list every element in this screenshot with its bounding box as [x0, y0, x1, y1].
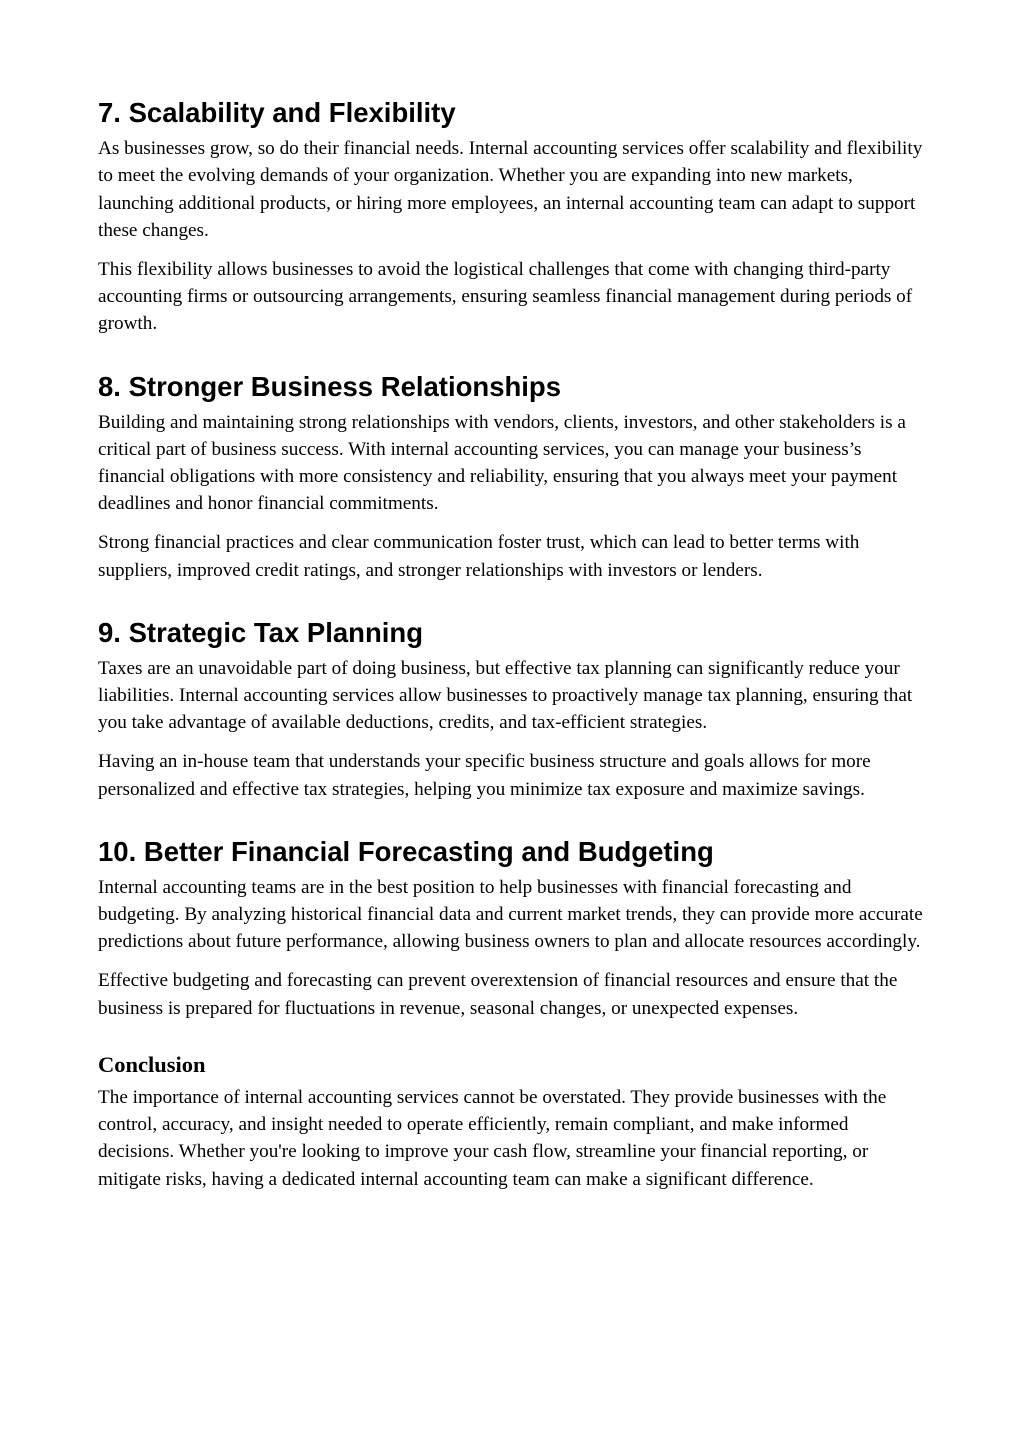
paragraph: The importance of internal accounting services cannot be overstated. They provide businesses with the control, accuracy, and insight needed to operate efficiently, remain compliant, and make informed decisions. Whether you're looking to improve your cash flow, streamline your financial reporting, or mitigate risks, having a dedicated internal accounting team can make a significant difference.: [98, 1086, 887, 1190]
paragraph: Building and maintaining strong relationships with vendors, clients, investors, and other stakeholders is a critical part of business success. With internal accounting services, you can manage your business’s financial obligations with more consistency and reliability, ensuring that you always meet your payment deadlines and honor financial commitments.: [98, 411, 906, 515]
paragraph: This flexibility allows businesses to avoid the logistical challenges that come with changing third-party accounting firms or outsourcing arrangements, ensuring seamless financial management during periods of growth.: [98, 258, 913, 335]
paragraph: As businesses grow, so do their financial needs. Internal accounting services offer scalability and flexibility to meet the evolving demands of your organization. Whether you are expanding into new markets, launching additional products, or hiring more employees, an internal accounting team can adapt to support these changes.: [98, 138, 923, 241]
section-tax-planning: [98, 614, 924, 803]
paragraph: Strong financial practices and clear communication foster trust, which can lead to better terms with suppliers, improved credit ratings, and stronger relationships with investors or lenders.: [98, 532, 860, 581]
section-heading: 9. Strategic Tax Planning: [98, 616, 423, 648]
conclusion-heading: Conclusion: [98, 1051, 206, 1077]
document-page: [98, 94, 924, 1205]
section-conclusion: [98, 1050, 924, 1193]
section-heading: 7. Scalability and Flexibility: [98, 97, 456, 128]
paragraph: Effective budgeting and forecasting can prevent overextension of financial resources and ensure that the business is prepared for fluctuations in revenue, seasonal changes, or unexpected expenses.: [98, 970, 898, 1019]
paragraph: Internal accounting teams are in the best position to help businesses with financial forecasting and budgeting. By analyzing historical financial data and current market trends, they can provide more accurate predictions about future performance, allowing business owners to plan and allocate resources accordingly.: [98, 876, 923, 953]
section-scalability-flexibility: [98, 94, 924, 338]
section-forecasting-budgeting: [98, 833, 924, 1022]
section-business-relationships: [98, 368, 924, 584]
paragraph: Taxes are an unavoidable part of doing business, but effective tax planning can significantly reduce your liabilities. Internal accounting services allow businesses to proactively manage tax planning, ensuring that you take advantage of available deductions, credits, and tax-efficient strategies.: [98, 657, 913, 734]
section-heading: 8. Stronger Business Relationships: [98, 370, 562, 402]
paragraph: Having an in-house team that understands your specific business structure and goals allows for more personalized and effective tax strategies, helping you minimize tax exposure and maximize savings.: [98, 751, 871, 800]
section-heading: 10. Better Financial Forecasting and Budgeting: [98, 835, 714, 867]
